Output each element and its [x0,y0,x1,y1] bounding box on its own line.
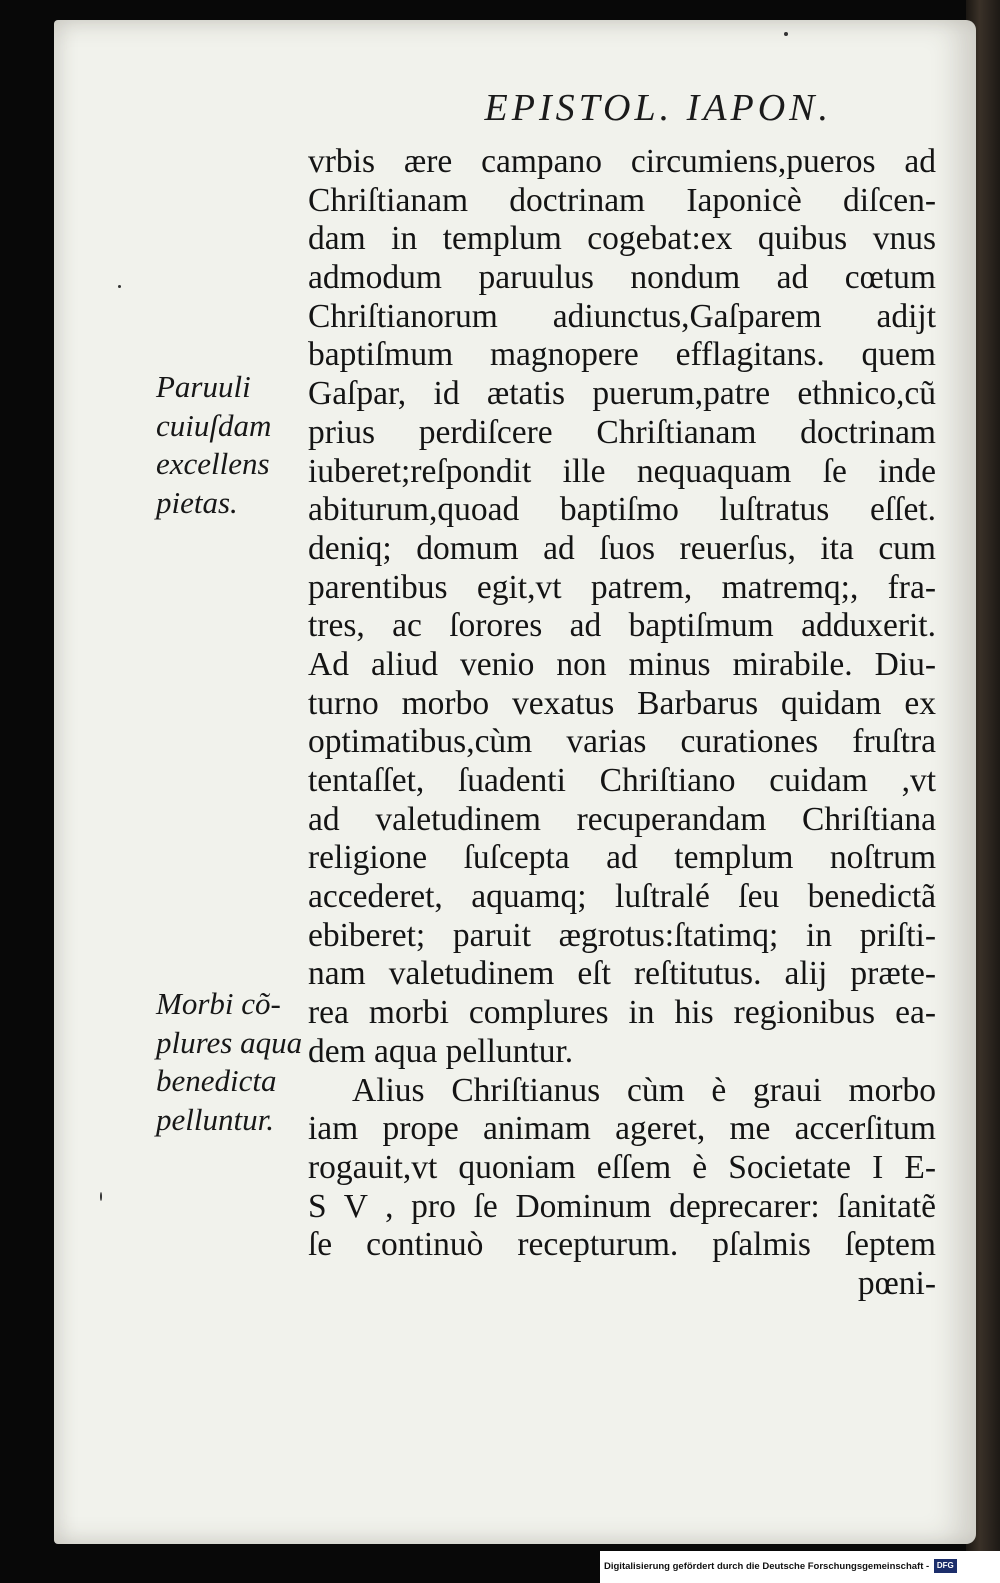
text-line: admodum paruulus nondum ad cœtum [308,259,936,297]
margin-note-line: pelluntur. [156,1101,274,1137]
text-line: dam in templum cogebat:ex quibus vnus [308,220,936,258]
margin-note-line: Paruuli [156,369,251,404]
text-line: turno morbo vexatus Barbarus quidam ex [308,684,936,722]
paper-speck [100,1192,102,1201]
text-line: Ad aliud venio non minus mirabile. Diu- [308,645,936,683]
credit-text: Digitalisierung gefördert durch die Deutsche Forschungsgemeinschaft - [604,1561,930,1572]
margin-note-line: pietas. [156,484,238,520]
text-line: tentaſſet, ſuadenti Chriſtiano cuidam ,vt [308,762,936,799]
text-line: iam prope animam ageret, me accerſitum [308,1110,936,1148]
text-line: vrbis ære campano circumiens,pueros ad [308,143,936,180]
text-line: ebiberet; paruit ægrotus:ſtatimq; in priſti- [308,916,936,954]
margin-note-diseases-healed [156,985,306,1139]
text-line: S V , pro ſe Dominum deprecarer: ſanitatẽ [308,1187,936,1225]
text-line: Chriſtianam doctrinam Iaponicè diſcen- [308,181,936,219]
margin-note-children-piety [156,368,306,522]
text-line: ſe continuò recepturum. pſalmis ſeptem [308,1226,936,1264]
margin-note-line: benedicta [156,1063,277,1098]
catchword: pœni- [857,1264,936,1302]
dfg-logo: DFG [934,1559,957,1573]
text-line: religione ſuſcepta ad templum noſtrum [308,839,936,877]
text-line: Gaſpar, id ætatis puerum,patre ethnico,cũ [308,375,936,413]
text-line: nam valetudinem eſt reſtitutus. alij præte- [308,955,936,993]
paper-speck [118,285,121,288]
text-line: Chriſtianorum adiunctus,Gaſparem adijt [308,297,936,335]
text-line: ad valetudinem recuperandam Chriſtiana [308,800,936,838]
paper-speck [784,32,788,36]
margin-note-line: cuiuſdam [156,407,272,443]
text-line: parentibus egit,vt patrem, matremq;, fra- [308,568,936,606]
text-line: prius perdiſcere Chriſtianam doctrinam [308,413,936,451]
text-line: baptiſmum magnopere efflagitans. quem [308,336,936,374]
body-text [308,143,936,1304]
running-head: EPISTOL. IAPON. [484,87,832,129]
text-line: optimatibus,cùm varias curationes fruſtra [308,723,936,761]
margin-note-line: plures aqua [156,1024,303,1060]
text-line: Alius Chriſtianus cùm è graui morbo [352,1071,936,1109]
text-line: accederet, aquamq; luſtralé ſeu benedictã [308,878,936,916]
text-line: abiturum,quoad baptiſmo luſtratus eſſet. [308,491,936,529]
text-line: rea morbi complures in his regionibus ea- [308,994,936,1032]
digitization-credit [600,1551,1000,1583]
text-line: iuberet;reſpondit ille nequaquam ſe inde [308,452,936,490]
margin-note-line: excellens [156,446,270,481]
margin-note-line: Morbi cõ- [156,986,281,1021]
text-line: dem aqua pelluntur. [308,1032,574,1070]
text-line: rogauit,vt quoniam eſſem è Societate I E- [308,1148,936,1186]
text-line: tres, ac ſorores ad baptiſmum adduxerit. [308,607,936,645]
text-line: deniq; domum ad ſuos reuerſus, ita cum [308,529,936,567]
